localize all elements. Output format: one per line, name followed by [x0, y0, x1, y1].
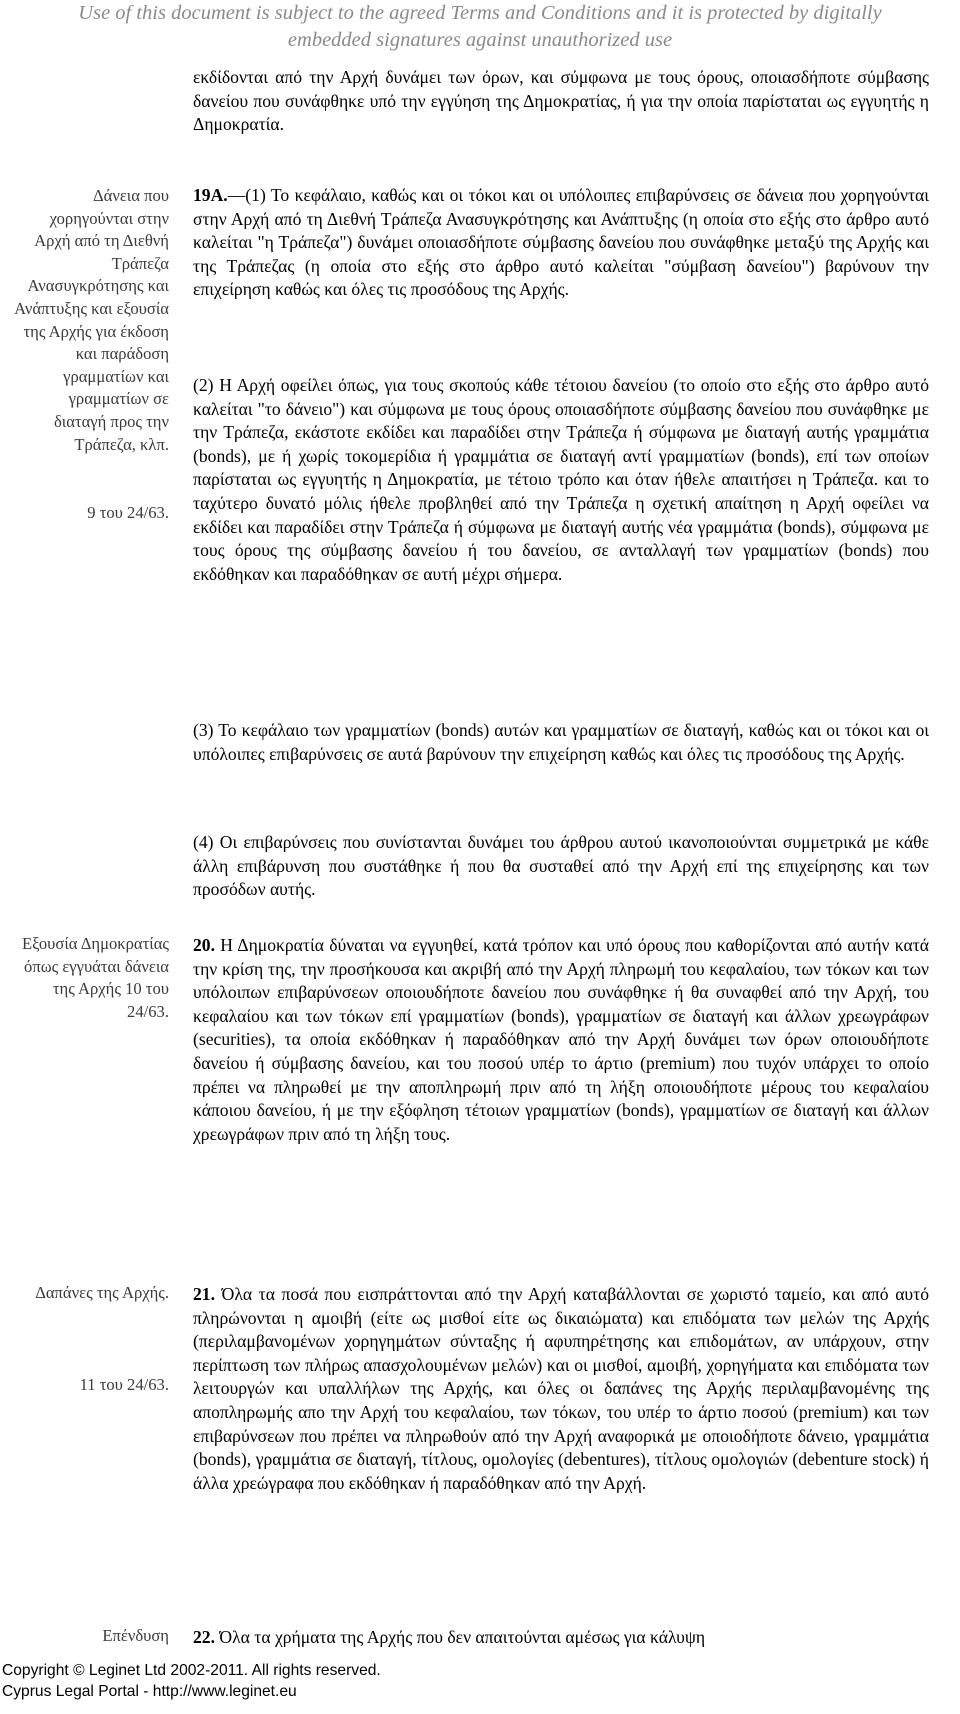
section-21: [193, 1283, 929, 1495]
intro-paragraph: εκδίδονται από την Αρχή δυνάμει των όρων, και σύμφωνα με τους όρους, οποιασδήποτε σύμβασης δανείου που συνάφθηκε υπό την εγγύηση της Δημοκρατίας, ή για την οποία παρίσταται ως εγγυητής η Δημοκρατία.: [193, 67, 929, 135]
section-19a-subsection-1: [193, 184, 929, 302]
section-number-19a: 19Α.: [193, 185, 228, 205]
section-19a-subsection-4: (4) Οι επιβαρύνσεις που συνίστανται δυνάμει του άρθρου αυτού ικανοποιούνται συμμετρικά με κάθε άλλη επιβάρυνση που συστάθηκε ή που θα συσταθεί από την Αρχή επί της επιχείρησης και των προσόδων αυτής.: [193, 832, 929, 900]
page-footer: [0, 1660, 442, 1702]
margin-note-guarantee: Εξουσία Δημοκρατίας όπως εγγυάται δάνεια της Αρχής 10 του 24/63.: [21, 934, 169, 1021]
section-number-22: 22.: [193, 1627, 215, 1647]
section-21-text: Όλα τα ποσά που εισπράττονται από την Αρχή καταβάλλονται σε χωριστό ταμείο, και από αυτό πληρώνονται η αμοιβή (είτε ως μισθοί είτε ως δικαιώματα) και επιδόματα των μελών της Αρχής (περιλαμβανομένων χορηγημάτων σύνταξης ή αφυπηρέτησης και επιδομάτων, αν υπάρχουν, στην περίπτωση των πλήρως απασχολουμένων μελών) και οι μισθοί, αμοιβή, χορηγήματα και επιδόματα των λειτουργών και υπαλλήλων της Αρχής, και όλες οι δαπάνες της Αρχής περιλαμβανομένης της αποπληρωμής απο την Αρχή του κεφαλαίου, των τόκων, του υπέρ το άρτιο ποσού (premium) και των επιβαρύνσεων που πρέπει να πληρωθούν από την Αρχή αναφορικά με οποιοδήποτε δάνειο, γραμμάτια (bonds), γραμμάτια σε διαταγή, τίτλους, ομολογίες (debentures), τίτλους ομολογιών (debenture stock) ή άλλα χρεώγραφα που εκδόθηκαν ή παραδόθηκαν από την Αρχή.: [193, 1284, 929, 1493]
section-22: [193, 1626, 929, 1650]
margin-note-loans: Δάνεια που χορηγούνται στην Αρχή από τη Διεθνή Τράπεζα Ανασυγκρότησης και Ανάπτυξης και εξουσία της Αρχής για έκδοση και παράδοση γραμματίων και γραμματίων σε διαταγή προς την Τράπεζα, κλπ.: [14, 186, 169, 454]
section-22-text: Όλα τα χρήματα της Αρχής που δεν απαιτούνται αμέσως για κάλυψη: [219, 1627, 706, 1647]
protection-notice-header: [0, 0, 960, 54]
section-20-text: Η Δημοκρατία δύναται να εγγυηθεί, κατά τρόπον και υπό όρους που καθορίζονται από αυτήν κατά την κρίση της, την προσήκουσα και ακριβή από την Αρχή πληρωμή του κεφαλαίου, των τόκων και των υπόλοιπων επιβαρύνσεων οποιουδήποτε δανείου που συνάφθηκε ή θα συναφθεί από την Αρχή, του κεφαλαίου και των τόκων επί γραμματίων (bonds), γραμματίων σε διαταγή και άλλων χρεωγράφων (securities), τα οποία εκδόθηκαν ή παραδόθηκαν από την Αρχή δυνάμει των όρων οποιουδήποτε δανείου ή σύμβασης δανείου, και του ποσού υπέρ το άρτιο (premium) που τυχόν υπάρχει το οποίο πρέπει να πληρωθεί με την αποπληρωμή πριν από τη λήξη οποιουδήποτε μέρους του κεφαλαίου κάποιου δανείου, ή με την εξόφληση τέτοιων γραμματίων (bonds), γραμματίων σε διαταγή και άλλων χρεωγράφων πριν από τη λήξη τους.: [193, 935, 929, 1144]
section-20: [193, 934, 929, 1146]
protection-notice-line-2: embedded signatures against unauthorized use: [287, 29, 673, 51]
copyright-line: Copyright © Leginet Ltd 2002-2011. All rights reserved.: [2, 1662, 381, 1679]
protection-notice-line-1: Use of this document is subject to the agreed Terms and Conditions and it is protected by digitally: [78, 2, 882, 24]
section-19a-subsection-2: (2) Η Αρχή οφείλει όπως, για τους σκοπούς κάθε τέτοιου δανείου (το οποίο στο εξής στο άρθρο αυτό καλείται "το δάνειο") και σύμφωνα με τους όρους οποιασδήποτε σύμβασης δανείου που συνάφθηκε με την Τράπεζα, εκάστοτε εκδίδει και παραδίδει στην Τράπεζα ή σύμφωνα με διαταγή αυτής γραμμάτια (bonds), με ή χωρίς τοκομερίδια ή γραμμάτια σε διαταγή αντί γραμματίων (bonds), επί των οποίων παρίσταται ως εγγυητής η Δημοκρατία, με τέτοιο τρόπο και όταν ήθελε απαιτήσει η Τράπεζα. και το ταχύτερο δυνατό μόλις ήθελε προβληθεί από την Τράπεζα η σχετική απαίτηση η Αρχή οφείλει να εκδίδει και παραδίδει στην Τράπεζα ή σύμφωνα με διαταγή αυτής νέα γραμμάτια (bonds), σύμφωνα με τους όρους της σύμβασης δανείου ή του δανείου, σε ανταλλαγή των γραμματίων (bonds) που εκδόθηκαν και παραδόθηκαν σε αυτή μέχρι σήμερα.: [193, 375, 929, 584]
section-19a-subsection-3: (3) Το κεφάλαιο των γραμματίων (bonds) αυτών και γραμματίων σε διαταγή, καθώς και οι τόκοι και οι υπόλοιπες επιβαρύνσεις σε αυτά βαρύνουν την επιχείρηση καθώς και όλες τις προσόδους της Αρχής.: [193, 720, 929, 764]
section-19a-1-text: —(1) Το κεφάλαιο, καθώς και οι τόκοι και οι υπόλοιπες επιβαρύνσεις σε δάνεια που χορηγούνται στην Αρχή από τη Διεθνή Τράπεζα Ανασυγκρότησης και Ανάπτυξης (η οποία στο εξής στο άρθρο αυτό καλείται "η Τράπεζα") δυνάμει οποιασδήποτε σύμβασης δανείου που συνάφθηκε μεταξύ της Αρχής και της Τράπεζας (η οποία στο εξής στο άρθρο αυτό καλείται "σύμβαση δανείου") βαρύνουν την επιχείρηση καθώς και όλες τις προσόδους της Αρχής.: [193, 185, 929, 300]
legal-portal-line: Cyprus Legal Portal - http://www.leginet.eu: [2, 1683, 297, 1700]
margin-note-expenses: Δαπάνες της Αρχής.: [35, 1283, 169, 1302]
margin-note-loans-reference: 9 του 24/63.: [87, 503, 169, 522]
section-number-21: 21.: [193, 1284, 215, 1304]
margin-note-expenses-reference: 11 του 24/63.: [79, 1375, 169, 1394]
margin-note-investment: Επένδυση: [102, 1626, 169, 1645]
section-number-20: 20.: [193, 935, 215, 955]
